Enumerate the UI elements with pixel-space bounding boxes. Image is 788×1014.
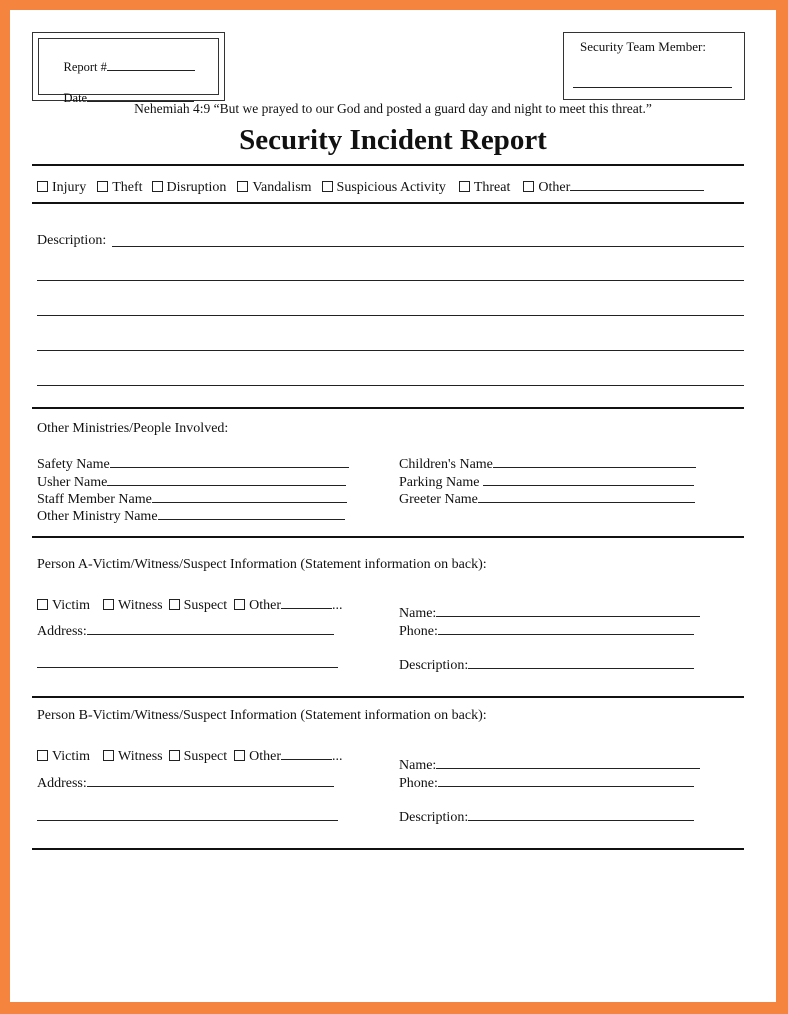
report-form-page bbox=[10, 10, 776, 1002]
description-label: Description: bbox=[37, 233, 107, 248]
checkbox-injury[interactable]: Injury bbox=[37, 180, 86, 196]
checkbox-disruption[interactable]: Disruption bbox=[152, 180, 227, 196]
divider bbox=[32, 696, 744, 698]
verse: Nehemiah 4:9 “But we prayed to our God and posted a guard day and night to meet this threat.” bbox=[134, 101, 652, 116]
divider bbox=[32, 536, 744, 538]
checkbox-icon bbox=[234, 599, 245, 610]
person-a-checkbox-witness[interactable]: Witness bbox=[103, 598, 163, 614]
person-b-phone-field[interactable]: Phone: bbox=[399, 774, 694, 792]
checkbox-icon bbox=[37, 599, 48, 610]
team-member-label: Security Team Member: bbox=[580, 39, 706, 54]
person-b-heading: Person B-Victim/Witness/Suspect Information (Statement information on back): bbox=[37, 708, 487, 723]
divider bbox=[32, 848, 744, 850]
checkbox-icon bbox=[459, 181, 470, 192]
person-a-description-field[interactable]: Description: bbox=[399, 656, 694, 674]
parking-name-field[interactable]: Parking Name bbox=[399, 473, 694, 491]
greeter-name-field[interactable]: Greeter Name bbox=[399, 490, 695, 508]
description-line[interactable] bbox=[37, 350, 744, 351]
person-b-description-field[interactable]: Description: bbox=[399, 808, 694, 826]
description-line[interactable] bbox=[37, 280, 744, 281]
person-a-phone-field[interactable]: Phone: bbox=[399, 622, 694, 640]
person-b-checkbox-witness[interactable]: Witness bbox=[103, 749, 163, 765]
person-b-address-line[interactable] bbox=[37, 820, 338, 821]
checkbox-icon bbox=[237, 181, 248, 192]
divider bbox=[32, 202, 744, 204]
person-b-name-field[interactable]: Name: bbox=[399, 756, 700, 774]
person-a-checkbox-other[interactable]: Other ... bbox=[234, 596, 342, 614]
divider bbox=[32, 407, 744, 409]
checkbox-icon bbox=[169, 750, 180, 761]
person-b-checkbox-other[interactable]: Other ... bbox=[234, 747, 342, 765]
checkbox-icon bbox=[322, 181, 333, 192]
checkbox-vandalism[interactable]: Vandalism bbox=[237, 180, 311, 196]
checkbox-theft[interactable]: Theft bbox=[97, 180, 142, 196]
description-line[interactable] bbox=[37, 385, 744, 386]
checkbox-icon bbox=[234, 750, 245, 761]
childrens-name-field[interactable]: Children's Name bbox=[399, 455, 696, 473]
ministries-heading: Other Ministries/People Involved: bbox=[37, 421, 229, 436]
checkbox-icon bbox=[103, 750, 114, 761]
other-ministry-name-field[interactable]: Other Ministry Name bbox=[37, 507, 345, 525]
checkbox-icon bbox=[523, 181, 534, 192]
description-line[interactable] bbox=[37, 315, 744, 316]
date-label: Date bbox=[63, 91, 88, 105]
person-a-role-row bbox=[37, 596, 343, 614]
checkbox-icon bbox=[169, 599, 180, 610]
divider bbox=[32, 164, 744, 166]
checkbox-icon bbox=[37, 181, 48, 192]
checkbox-other[interactable]: Other bbox=[523, 178, 704, 196]
incident-type-row bbox=[37, 178, 704, 196]
person-b-checkbox-suspect[interactable]: Suspect bbox=[169, 749, 228, 765]
person-a-address-line[interactable] bbox=[37, 667, 338, 668]
staff-member-name-field[interactable]: Staff Member Name bbox=[37, 490, 347, 508]
person-a-address-field[interactable]: Address: bbox=[37, 622, 334, 640]
person-b-checkbox-victim[interactable]: Victim bbox=[37, 749, 90, 765]
usher-name-field[interactable]: Usher Name bbox=[37, 473, 346, 491]
description-line[interactable] bbox=[112, 246, 744, 247]
report-number-label: Report # bbox=[63, 60, 107, 74]
checkbox-icon bbox=[152, 181, 163, 192]
checkbox-icon bbox=[97, 181, 108, 192]
checkbox-threat[interactable]: Threat bbox=[459, 180, 511, 196]
page-title: Security Incident Report bbox=[239, 124, 547, 156]
person-a-checkbox-suspect[interactable]: Suspect bbox=[169, 598, 228, 614]
person-a-heading: Person A-Victim/Witness/Suspect Information (Statement information on back): bbox=[37, 557, 487, 572]
safety-name-field[interactable]: Safety Name bbox=[37, 455, 349, 473]
team-member-line[interactable] bbox=[573, 87, 732, 88]
person-a-checkbox-victim[interactable]: Victim bbox=[37, 598, 90, 614]
person-b-address-field[interactable]: Address: bbox=[37, 774, 334, 792]
checkbox-icon bbox=[37, 750, 48, 761]
checkbox-suspicious-activity[interactable]: Suspicious Activity bbox=[322, 180, 446, 196]
checkbox-icon bbox=[103, 599, 114, 610]
person-a-name-field[interactable]: Name: bbox=[399, 604, 700, 622]
person-b-role-row bbox=[37, 747, 343, 765]
